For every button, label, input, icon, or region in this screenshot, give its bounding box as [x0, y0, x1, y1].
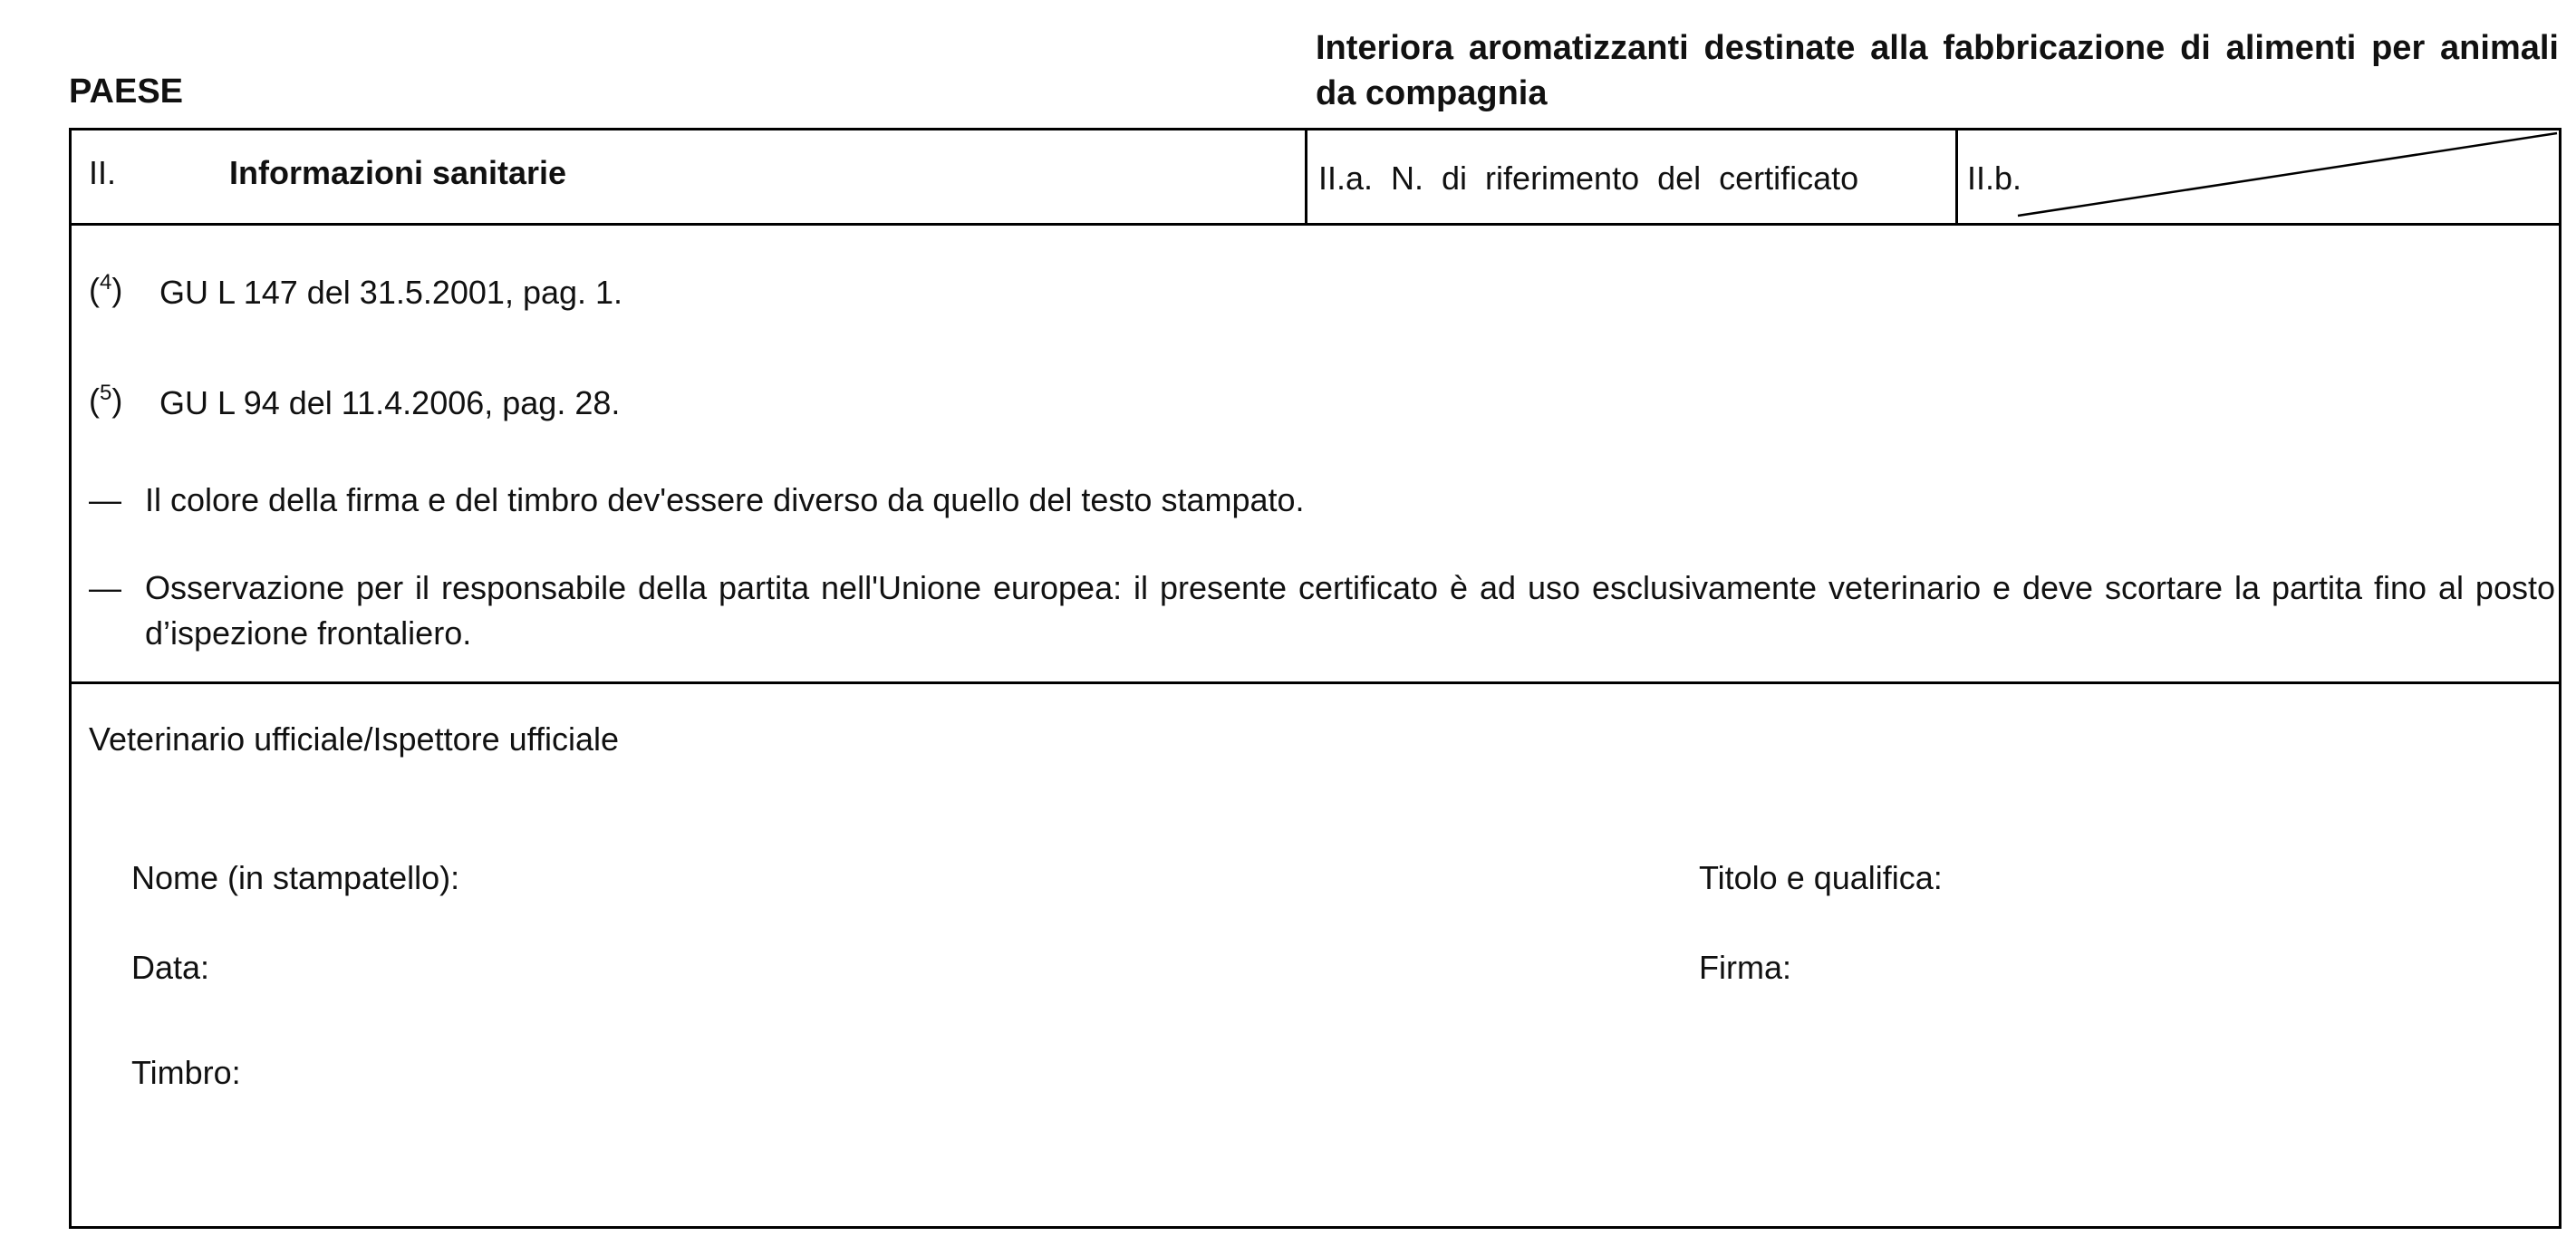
remark-text: Il colore della firma e del timbro dev'essere diverso da quello del testo stampato.	[145, 481, 1305, 518]
footnote-mark: ($^4$)	[89, 270, 123, 308]
footnote-text: GU L 147 del 31.5.2001, pag. 1.	[159, 274, 623, 311]
table-left-border	[69, 128, 72, 1229]
stamp-label: Timbro:	[131, 1054, 241, 1091]
remark-dash: —	[89, 481, 121, 518]
date-label: Data:	[131, 949, 210, 986]
signature-label: Firma:	[1699, 949, 1791, 986]
section-title: Informazioni sanitarie	[229, 154, 567, 191]
certificate-reference-label: II.a. N. di riferimento del certificato	[1318, 159, 1859, 197]
remark-text: Osservazione per il responsabile della partita nell'Unione europea: il presente certificato è ad uso esclusivamente veterinario e deve scortare la partita fino al posto d’ispezione frontaliero.	[145, 569, 2555, 652]
iib-label: II.b.	[1967, 159, 2022, 197]
section-number: II.	[89, 154, 117, 191]
official-veterinarian-heading: Veterinario ufficiale/Ispettore ufficiale	[89, 720, 620, 758]
certificate-title: Interiora aromatizzanti destinate alla fabbricazione di alimenti per animali da compagnia	[1316, 29, 2559, 112]
title-qualification-label: Titolo e qualifica:	[1699, 859, 1943, 896]
iib-diagonal-strike	[0, 0, 2576, 236]
remark-dash: —	[89, 569, 121, 606]
table-bottom-border	[69, 1226, 2562, 1229]
notes-section-bottom-border	[69, 681, 2562, 684]
name-label: Nome (in stampatello):	[131, 859, 460, 896]
footnote-mark: ($^5$)	[89, 381, 123, 419]
footnote-text: GU L 94 del 11.4.2006, pag. 28.	[159, 384, 621, 421]
table-right-border	[2559, 128, 2562, 1229]
country-label: PAESE	[69, 72, 184, 111]
